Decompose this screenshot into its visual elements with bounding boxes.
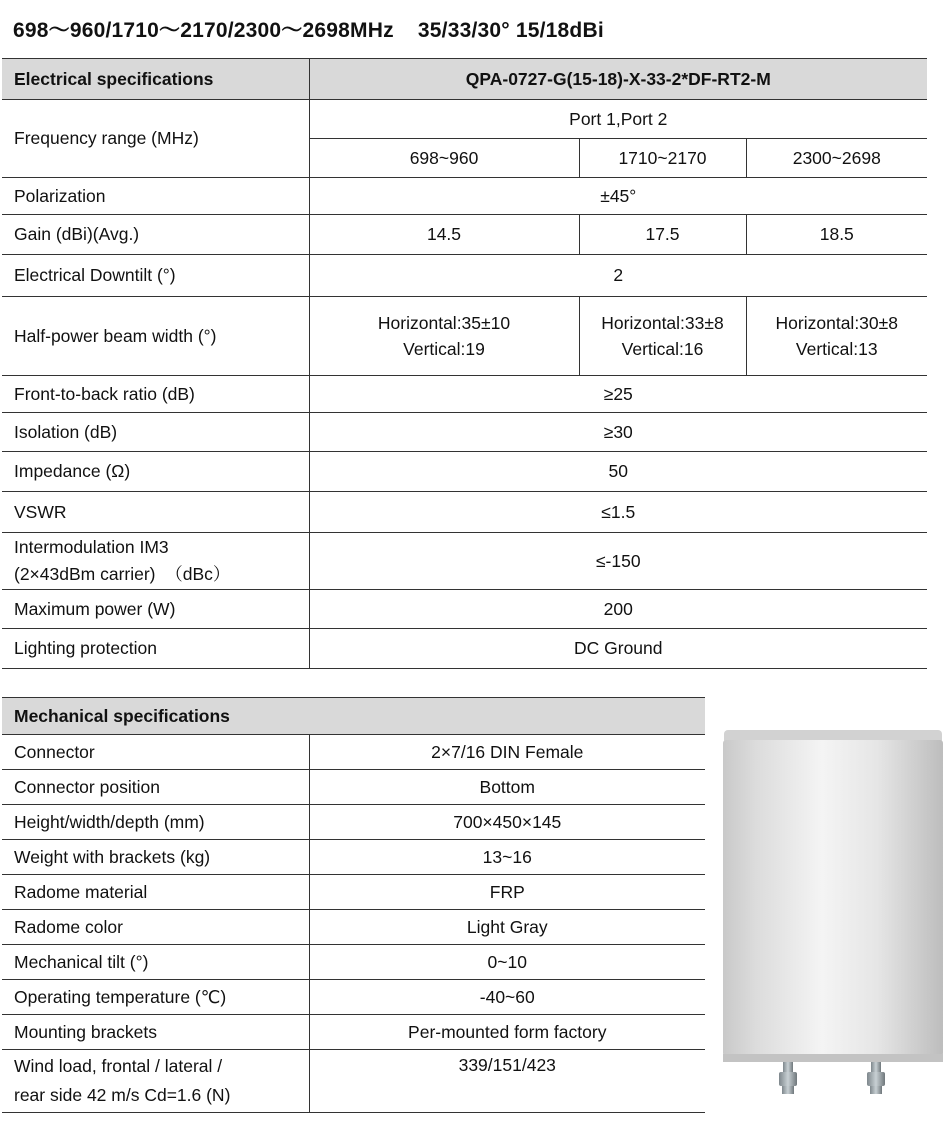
row-value: Bottom bbox=[309, 770, 705, 805]
row-value: 700×450×145 bbox=[309, 805, 705, 840]
table-row bbox=[2, 178, 927, 215]
im3-label-line-2: (2×43dBm carrier) （dBc） bbox=[14, 564, 231, 584]
table-row bbox=[2, 255, 927, 297]
table-row bbox=[2, 735, 705, 770]
beam-width-label: Half-power beam width (°) bbox=[2, 297, 309, 376]
antenna-product-image bbox=[721, 728, 944, 1098]
frequency-label: Frequency range (MHz) bbox=[2, 100, 309, 178]
lightning-value: DC Ground bbox=[309, 629, 927, 669]
gain-label: Gain (dBi)(Avg.) bbox=[2, 215, 309, 255]
beam-horizontal: Horizontal:33±8 bbox=[601, 313, 724, 333]
row-value: 2×7/16 DIN Female bbox=[309, 735, 705, 770]
lightning-label: Lighting protection bbox=[2, 629, 309, 669]
table-row bbox=[2, 215, 927, 255]
isolation-value: ≥30 bbox=[309, 413, 927, 452]
row-value: -40~60 bbox=[309, 980, 705, 1015]
vswr-label: VSWR bbox=[2, 492, 309, 533]
beam-band-2 bbox=[579, 297, 746, 376]
page-title: 698～960/1710～2170/2300～2698MHz 35/33/30° 15/18dBi bbox=[13, 19, 604, 42]
mechanical-spec-table bbox=[2, 697, 705, 1113]
row-label: Connector position bbox=[2, 770, 309, 805]
gain-band-2: 17.5 bbox=[579, 215, 746, 255]
beam-horizontal: Horizontal:35±10 bbox=[377, 313, 511, 333]
power-label: Maximum power (W) bbox=[2, 590, 309, 629]
row-label: Radome material bbox=[2, 875, 309, 910]
table-row bbox=[2, 590, 927, 629]
row-label: Height/width/depth (mm) bbox=[2, 805, 309, 840]
polarization-value: ±45° bbox=[309, 178, 927, 215]
beam-horizontal: Horizontal:30±8 bbox=[775, 313, 898, 333]
table-row bbox=[2, 980, 705, 1015]
table-row bbox=[2, 533, 927, 590]
table-row bbox=[2, 875, 705, 910]
table-row bbox=[2, 1015, 705, 1050]
im3-value: ≤-150 bbox=[309, 533, 927, 590]
radome-body bbox=[723, 740, 943, 1056]
impedance-value: 50 bbox=[309, 452, 927, 492]
model-number: QPA-0727-G(15-18)-X-33-2*DF-RT2-M bbox=[309, 59, 927, 100]
table-row bbox=[2, 629, 927, 669]
table-row bbox=[2, 770, 705, 805]
beam-band-1 bbox=[309, 297, 579, 376]
gain-band-1: 14.5 bbox=[309, 215, 579, 255]
row-value: Light Gray bbox=[309, 910, 705, 945]
ports-value: Port 1,Port 2 bbox=[309, 100, 927, 139]
polarization-label: Polarization bbox=[2, 178, 309, 215]
beam-band-3 bbox=[746, 297, 927, 376]
band-1: 698~960 bbox=[309, 139, 579, 178]
table-row bbox=[2, 492, 927, 533]
electrical-header: Electrical specifications bbox=[2, 59, 309, 100]
downtilt-label: Electrical Downtilt (°) bbox=[2, 255, 309, 297]
downtilt-value: 2 bbox=[309, 255, 927, 297]
im3-label bbox=[2, 533, 309, 590]
power-value: 200 bbox=[309, 590, 927, 629]
row-label: Mounting brackets bbox=[2, 1015, 309, 1050]
mechanical-header: Mechanical specifications bbox=[2, 698, 705, 735]
table-row bbox=[2, 100, 927, 139]
band-2: 1710~2170 bbox=[579, 139, 746, 178]
table-row bbox=[2, 1050, 705, 1113]
electrical-spec-table bbox=[2, 58, 927, 669]
wind-value: 339/151/423 bbox=[309, 1050, 705, 1113]
table-header-row bbox=[2, 59, 927, 100]
beam-vertical: Vertical:13 bbox=[795, 339, 878, 359]
ftb-value: ≥25 bbox=[309, 376, 927, 413]
row-value: 0~10 bbox=[309, 945, 705, 980]
table-row bbox=[2, 945, 705, 980]
table-row bbox=[2, 840, 705, 875]
row-value: 13~16 bbox=[309, 840, 705, 875]
beam-vertical: Vertical:19 bbox=[403, 339, 485, 359]
row-label: Weight with brackets (kg) bbox=[2, 840, 309, 875]
row-label: Operating temperature (℃) bbox=[2, 980, 309, 1015]
isolation-label: Isolation (dB) bbox=[2, 413, 309, 452]
radome-bottom-cap bbox=[723, 1054, 943, 1062]
row-label: Mechanical tilt (°) bbox=[2, 945, 309, 980]
wind-label bbox=[2, 1050, 309, 1113]
ftb-label: Front-to-back ratio (dB) bbox=[2, 376, 309, 413]
table-row bbox=[2, 413, 927, 452]
table-row bbox=[2, 297, 927, 376]
wind-label-line-2: rear side 42 m/s Cd=1.6 (N) bbox=[14, 1085, 231, 1105]
row-value: Per-mounted form factory bbox=[309, 1015, 705, 1050]
row-label: Connector bbox=[2, 735, 309, 770]
row-value: FRP bbox=[309, 875, 705, 910]
gain-band-3: 18.5 bbox=[746, 215, 927, 255]
table-header-row bbox=[2, 698, 705, 735]
table-row bbox=[2, 805, 705, 840]
row-label: Radome color bbox=[2, 910, 309, 945]
band-3: 2300~2698 bbox=[746, 139, 927, 178]
wind-label-line-1: Wind load, frontal / lateral / bbox=[14, 1056, 223, 1076]
beam-vertical: Vertical:16 bbox=[621, 339, 704, 359]
impedance-label: Impedance (Ω) bbox=[2, 452, 309, 492]
table-row bbox=[2, 452, 927, 492]
im3-label-line-1: Intermodulation IM3 bbox=[14, 537, 169, 557]
table-row bbox=[2, 376, 927, 413]
vswr-value: ≤1.5 bbox=[309, 492, 927, 533]
table-row bbox=[2, 910, 705, 945]
